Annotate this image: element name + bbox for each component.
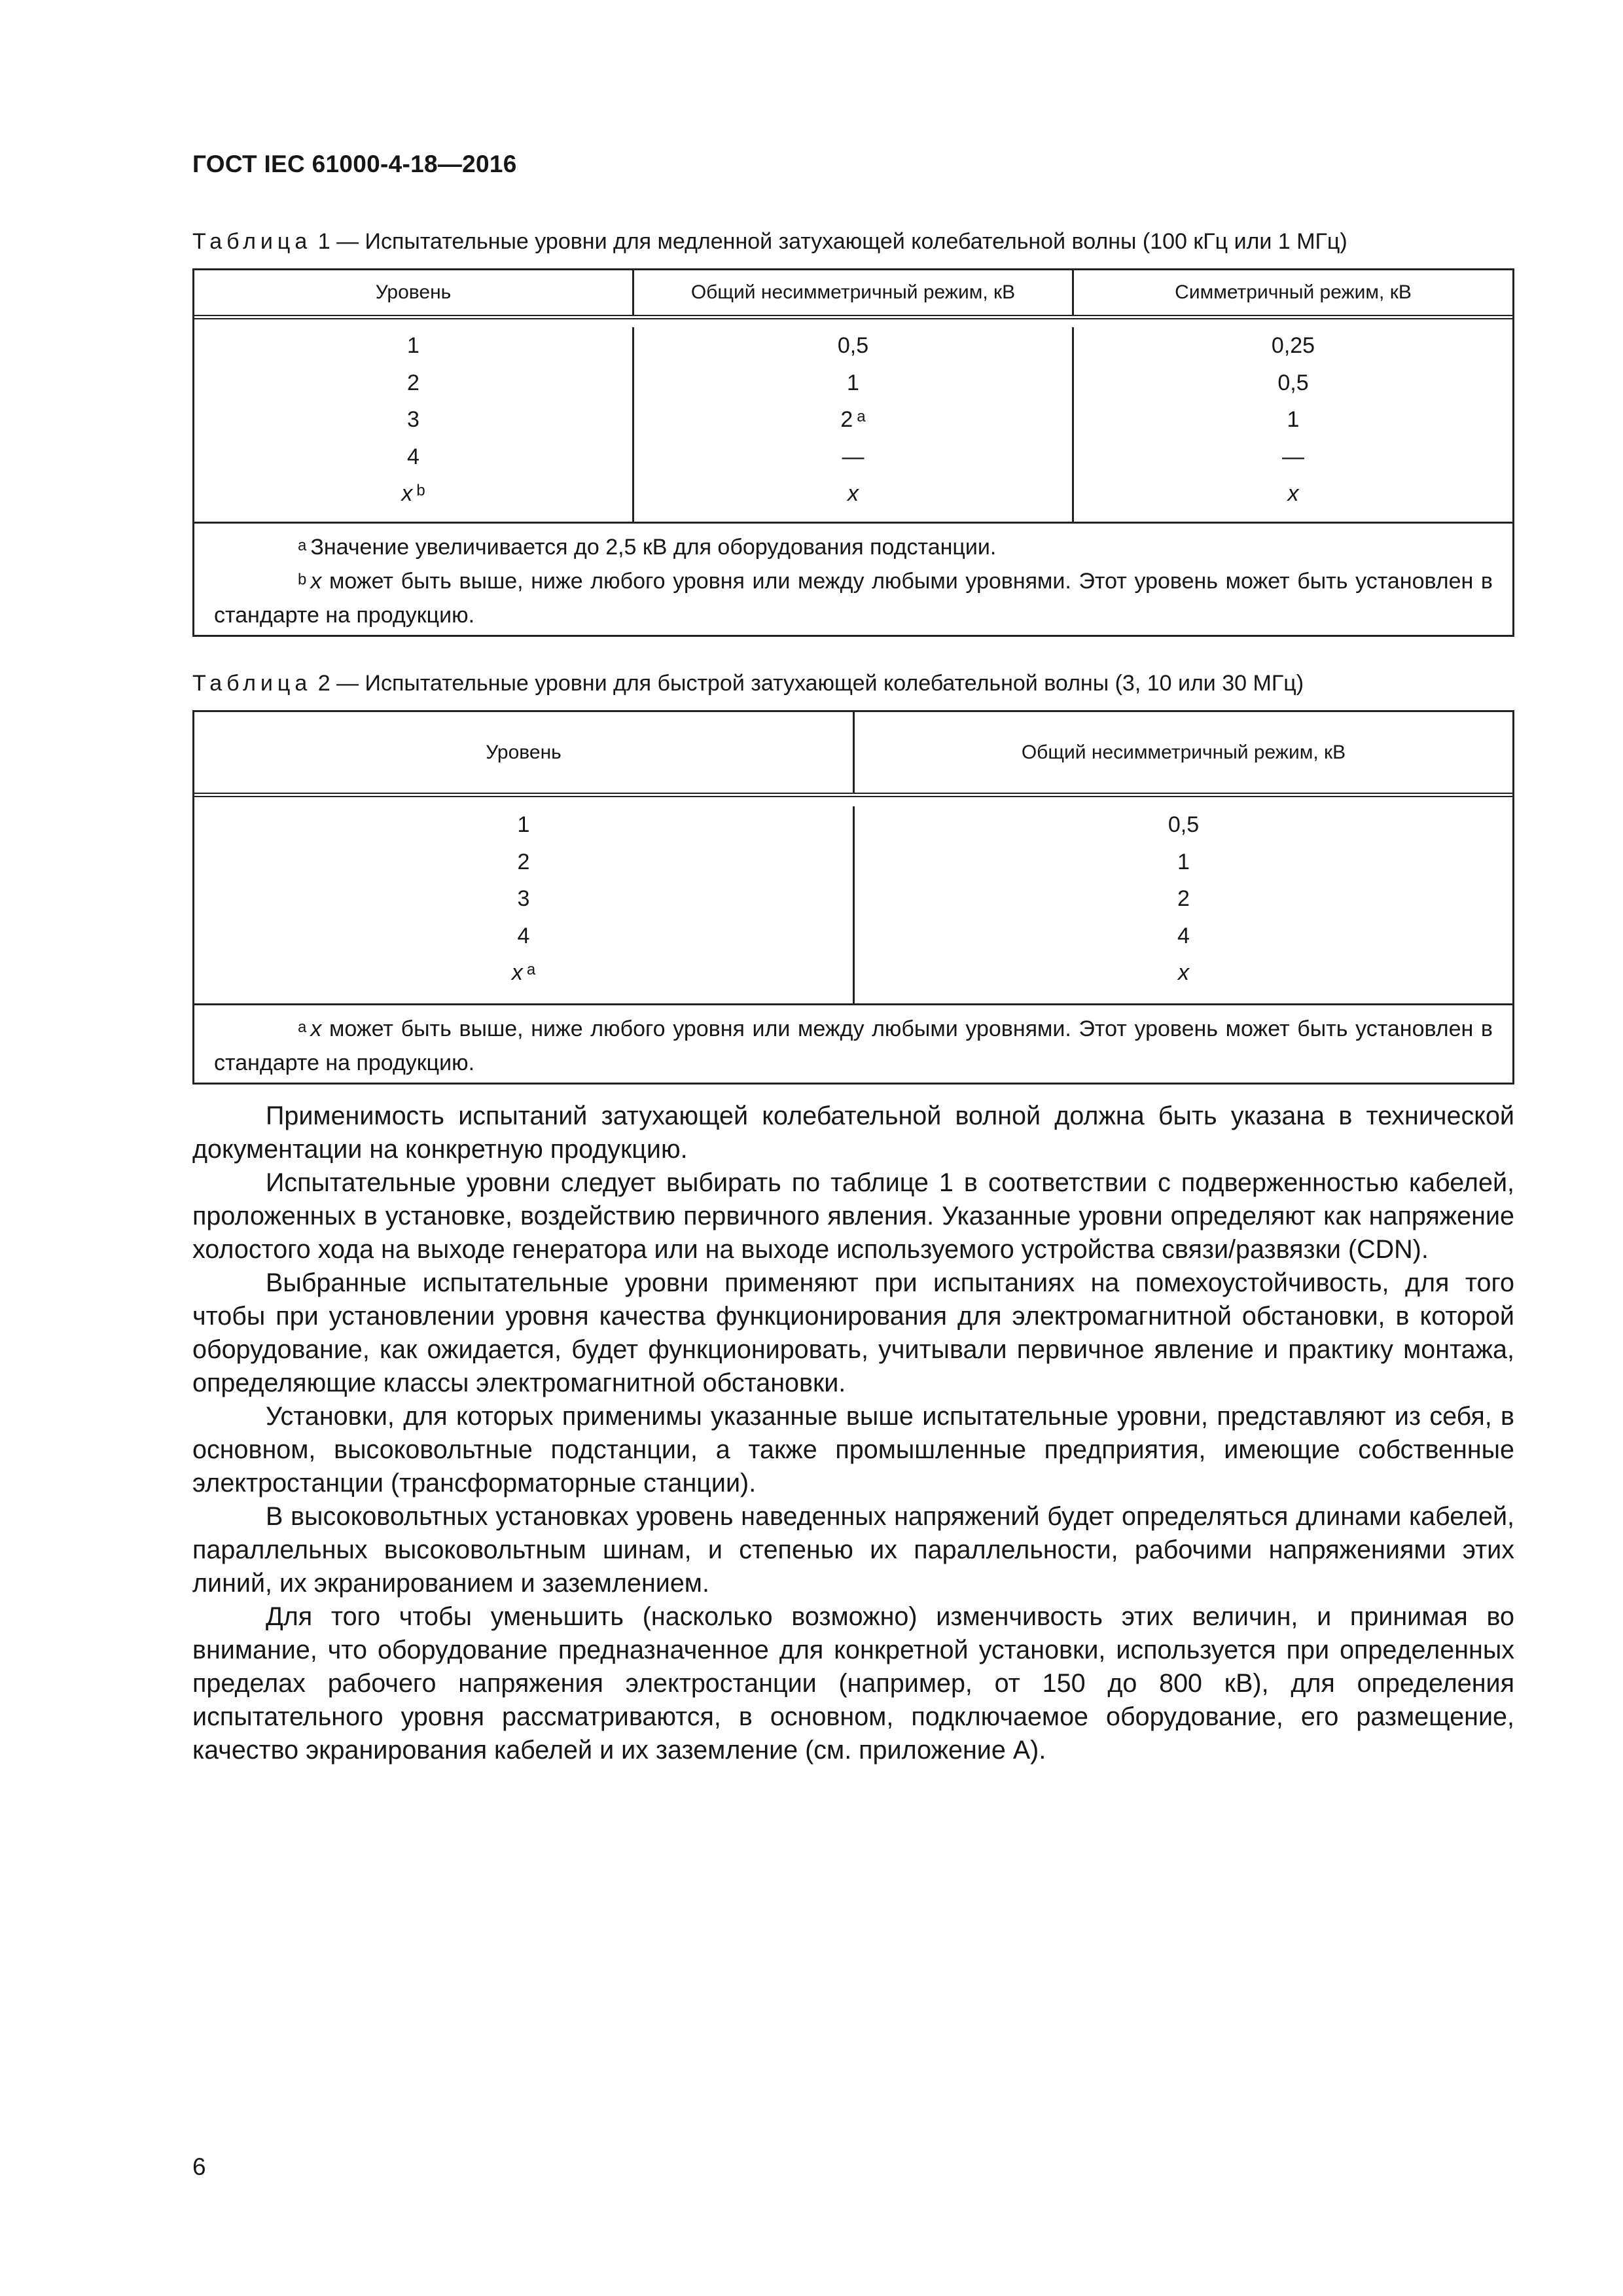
paragraph: Установки, для которых применимы указанные выше испытательные уровни, представляют из себя, в основном, высоковольтные подстанции, а также промышленные предприятия, имеющие собственные электростанции (трансформаторные станции). bbox=[192, 1402, 1514, 1498]
table2-header-row bbox=[194, 712, 1512, 797]
table2-caption-text: 2 — Испытательные уровни для быстрой затухающей колебательной волны (3, 10 или 30 МГц) bbox=[312, 671, 1304, 696]
table2-cell: 4 bbox=[1177, 923, 1190, 948]
table2-body bbox=[194, 797, 1512, 1005]
paragraph: Выбранные испытательные уровни применяют при испытаниях на помехоустойчивость, для того чтобы при установлении уровня качества функционирования для электромагнитной обстановки, в которой оборудование, как ожидается, будет функционировать, учитывали первичное явление и практику монтажа, определяющие классы электромагнитной обстановки. bbox=[192, 1268, 1514, 1397]
table1-cell: 4 bbox=[407, 444, 419, 469]
table2-cell: x bbox=[1178, 960, 1189, 985]
footnote-mark-a: a bbox=[857, 408, 866, 425]
footnote-mark-a: a bbox=[526, 961, 536, 978]
document-header: ГОСТ IEC 61000-4-18—2016 bbox=[192, 151, 517, 177]
table1-cell: — bbox=[842, 444, 865, 469]
paragraph: Для того чтобы уменьшить (насколько возможно) изменчивость этих величин, и принимая во внимание, что оборудование предназначенное для конкретной установки, используется при определенных пределах рабочего напряжения электростанции (например, от 150 до 800 кВ), для определения испытательного уровня рассматриваются, в основном, подключаемое оборудование, его размещение, качество экранирования кабелей и их заземление (см. приложение А). bbox=[192, 1602, 1514, 1765]
footnote-mark-b: b bbox=[416, 482, 425, 499]
table1-cell: 3 bbox=[407, 407, 419, 432]
table2-cell-x-row bbox=[512, 954, 535, 992]
table2-cell: 2 bbox=[1177, 886, 1190, 911]
table2-note-a bbox=[214, 1012, 1493, 1080]
note-mark: a bbox=[298, 1018, 307, 1036]
table1-cell: x bbox=[847, 481, 859, 506]
table2-col-common-mode bbox=[855, 806, 1512, 1003]
table2-cell: 1 bbox=[517, 812, 530, 837]
table2-header-level: Уровень bbox=[194, 712, 855, 793]
table2-caption bbox=[192, 671, 1304, 696]
table1-note-a bbox=[214, 530, 1493, 564]
table1-cell: 2 bbox=[407, 370, 419, 395]
page-number: 6 bbox=[192, 2153, 206, 2180]
note-text: может быть выше, ниже любого уровня или между любыми уровнями. Этот уровень может быть установлен в стандарте на продукцию. bbox=[214, 1016, 1493, 1075]
table1-header-level: Уровень bbox=[194, 270, 634, 315]
table1-cell: 1 bbox=[407, 333, 419, 358]
table1-caption-text: 1 — Испытательные уровни для медленной затухающей колебательной волны (100 кГц или 1 МГц) bbox=[312, 229, 1347, 254]
table1-cell: 1 bbox=[847, 370, 859, 395]
note-text: может быть выше, ниже любого уровня или между любыми уровнями. Этот уровень может быть установлен в стандарте на продукцию. bbox=[214, 569, 1493, 628]
table2-cell: 3 bbox=[517, 886, 530, 911]
note-variable: x bbox=[310, 569, 322, 594]
table1-header-common-mode: Общий несимметричный режим, кВ bbox=[634, 270, 1074, 315]
table1-caption bbox=[192, 229, 1347, 255]
table1-header-differential-mode: Симметричный режим, кВ bbox=[1175, 281, 1412, 303]
table2-cell: 0,5 bbox=[1168, 812, 1200, 837]
table1-cell-with-mark bbox=[840, 401, 865, 439]
table1-col-level bbox=[194, 327, 634, 522]
table2-cell: 4 bbox=[517, 923, 530, 948]
note-mark: a bbox=[298, 537, 307, 554]
table1 bbox=[192, 268, 1514, 637]
note-text: Значение увеличивается до 2,5 кВ для оборудования подстанции. bbox=[310, 535, 997, 560]
body-text bbox=[192, 1100, 1514, 1767]
paragraph: Применимость испытаний затухающей колебательной волной должна быть указана в технической документации на конкретную продукцию. bbox=[192, 1102, 1514, 1164]
table2-cell: 2 bbox=[517, 849, 530, 874]
paragraph: В высоковольтных установках уровень наведенных напряжений будет определяться длинами кабелей, параллельных высоковольтным шинам, и степенью их параллельности, рабочими напряжениями этих линий, их экранированием и заземлением. bbox=[192, 1502, 1514, 1598]
table1-note-b bbox=[214, 564, 1493, 632]
table1-body bbox=[194, 319, 1512, 524]
table1-cell: 0,5 bbox=[837, 333, 869, 358]
table2-cell: 1 bbox=[1177, 849, 1190, 874]
table1-cell: x bbox=[1287, 481, 1299, 506]
table1-header-row bbox=[194, 270, 1512, 319]
table1-cell: 1 bbox=[1287, 407, 1300, 432]
paragraph: Испытательные уровни следует выбирать по таблице 1 в соответствии с подверженностью кабелей, проложенных в установке, воздействию первичного явления. Указанные уровни определяют как напряжение холостого хода на выходе генератора или на выходе используемого устройства связи/развязки (CDN). bbox=[192, 1168, 1514, 1264]
table1-col-common-mode bbox=[634, 327, 1074, 522]
note-mark: b bbox=[298, 571, 307, 588]
table1-cell-x-row bbox=[401, 475, 425, 512]
table2-cell: x bbox=[511, 960, 523, 985]
table2-col-level bbox=[194, 806, 855, 1003]
note-variable: x bbox=[310, 1016, 322, 1041]
table1-cell: 2 bbox=[840, 407, 853, 432]
table1-caption-word: Таблица bbox=[192, 229, 312, 254]
table1-col-differential-mode bbox=[1074, 327, 1512, 522]
table2-caption-word: Таблица bbox=[192, 671, 312, 696]
table2 bbox=[192, 710, 1514, 1085]
table2-notes bbox=[194, 1005, 1512, 1083]
table2-header-common-mode: Общий несимметричный режим, кВ bbox=[1021, 741, 1346, 763]
table1-cell: 0,25 bbox=[1271, 333, 1315, 358]
table1-cell: 0,5 bbox=[1277, 370, 1309, 395]
table1-cell: — bbox=[1282, 444, 1304, 469]
table1-notes bbox=[194, 524, 1512, 635]
table1-cell: x bbox=[401, 481, 413, 506]
